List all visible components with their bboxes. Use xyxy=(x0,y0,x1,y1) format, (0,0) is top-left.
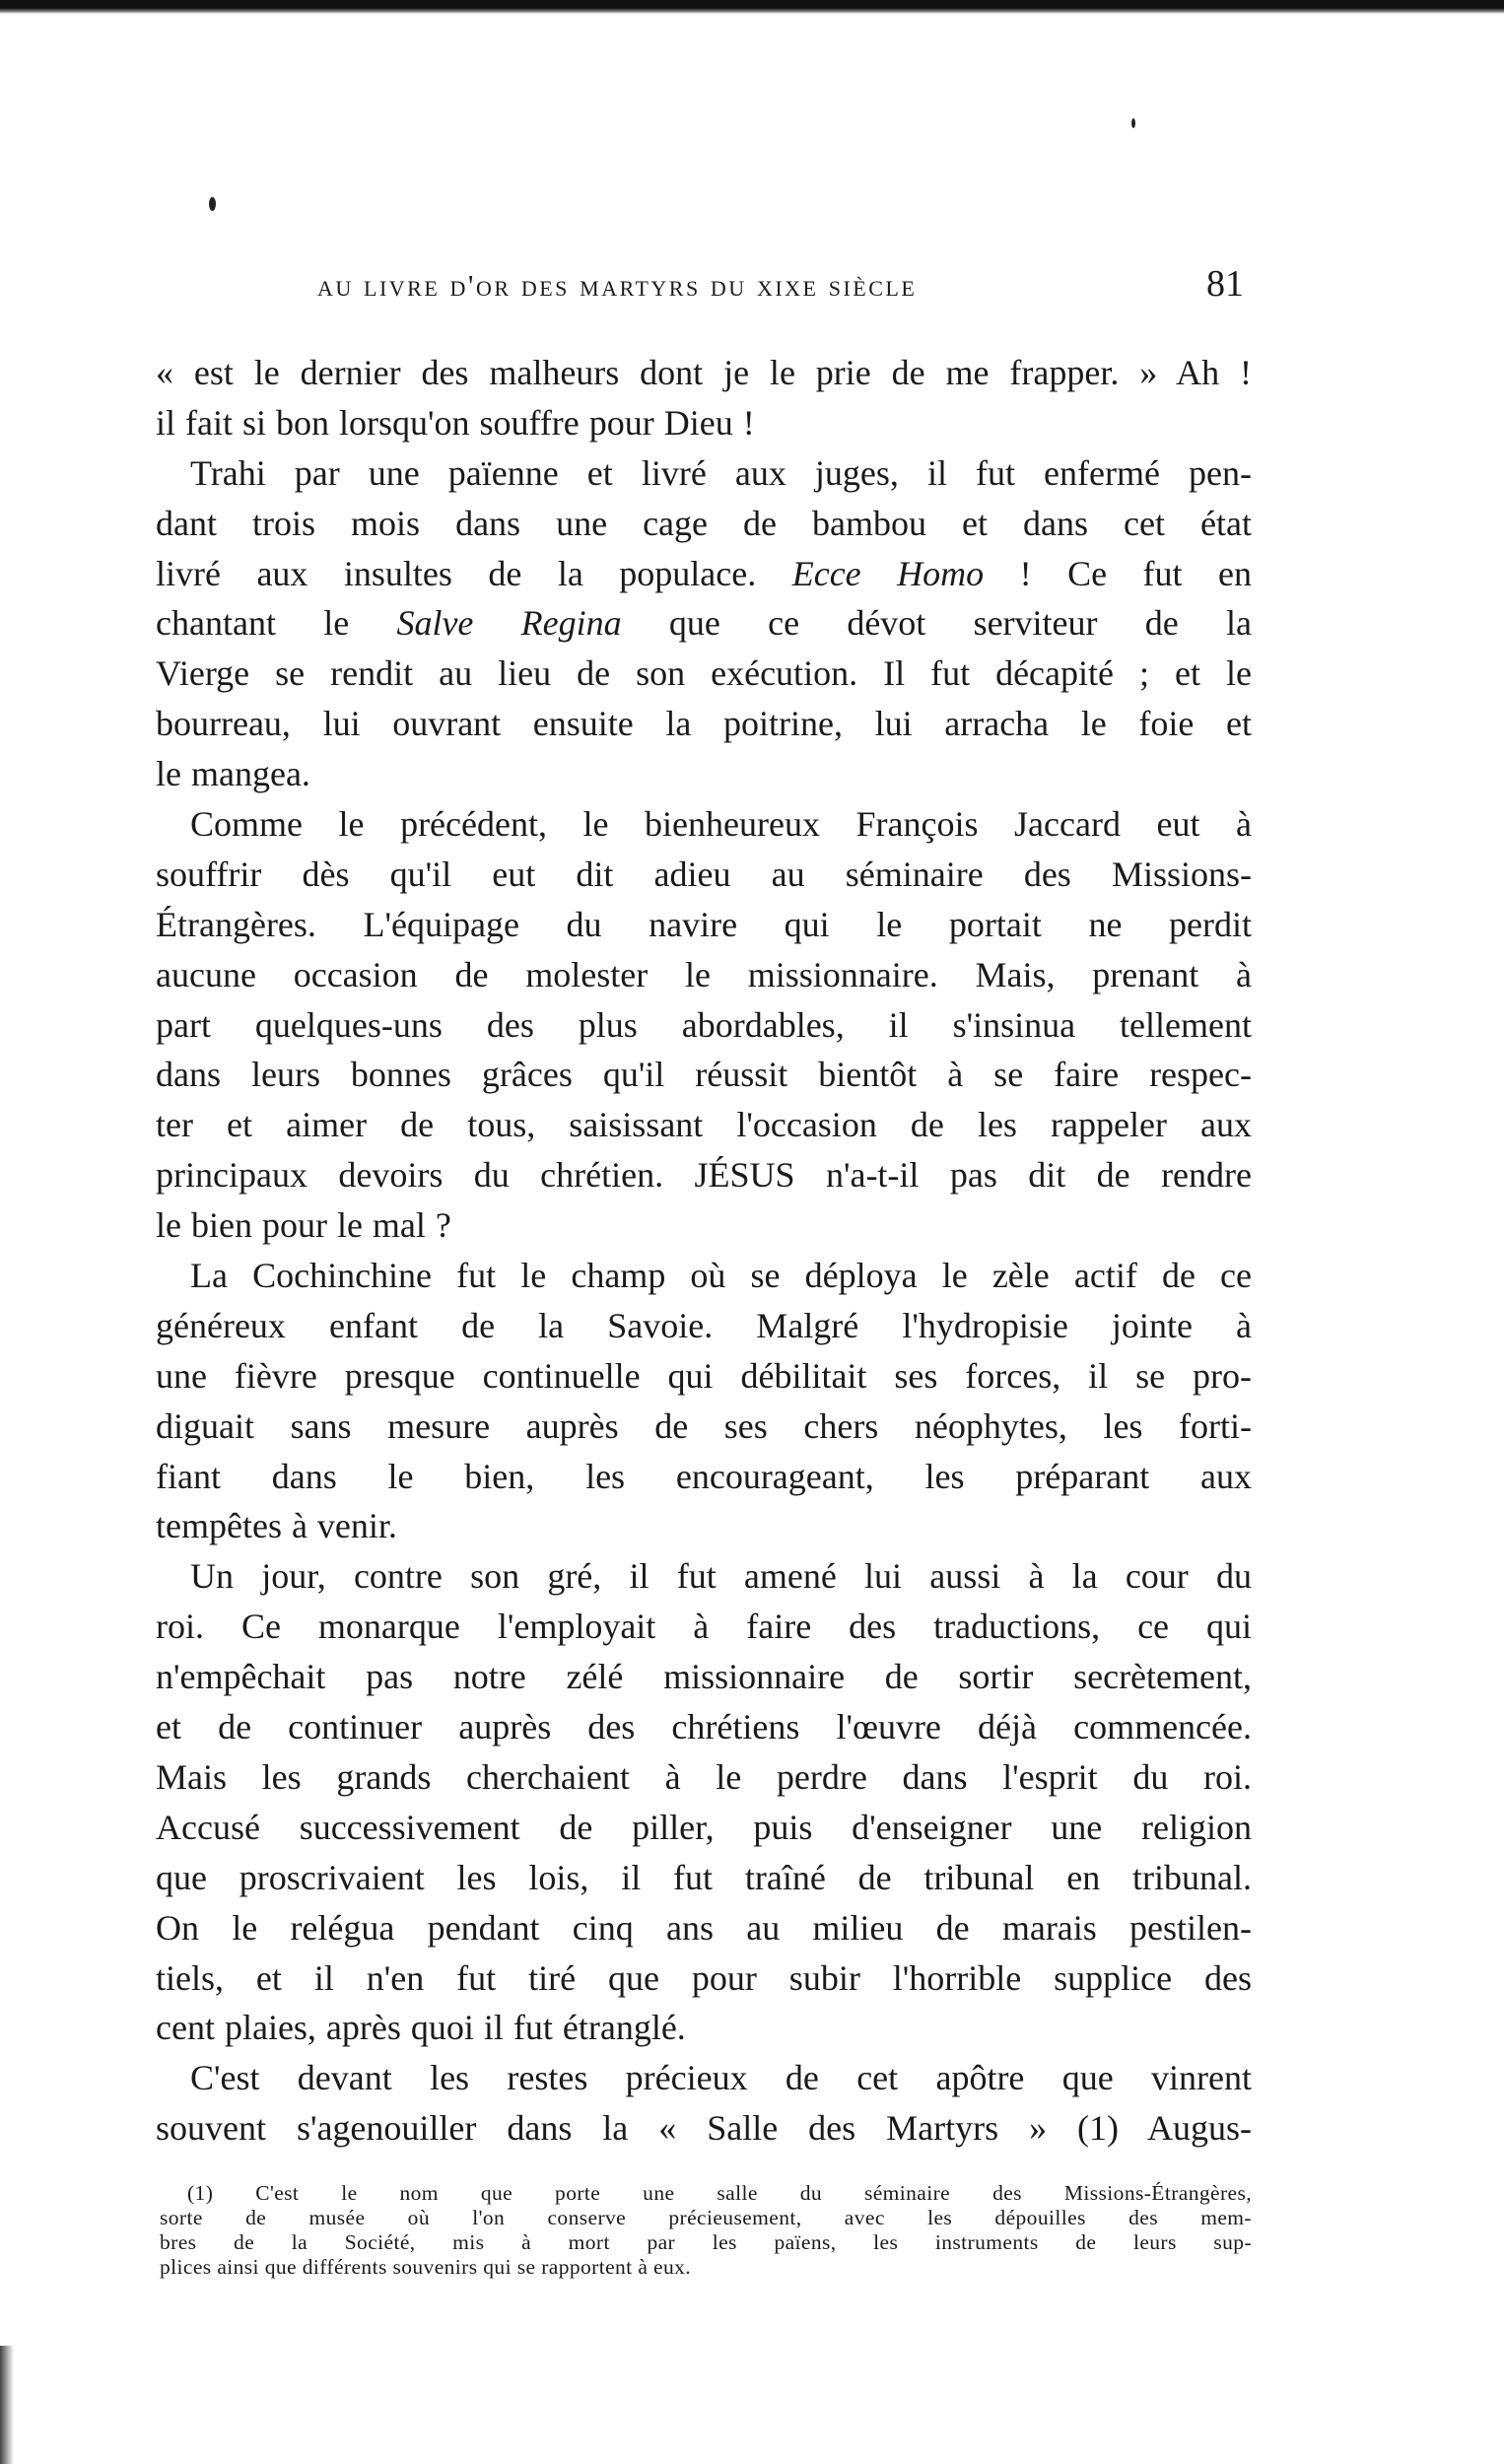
text-line: bourreau, lui ouvrant ensuite la poitrine, lui arracha le foie et xyxy=(156,704,1252,744)
text-line: Étrangères. L'équipage du navire qui le portait ne perdit xyxy=(156,904,1252,944)
text-line: part quelques-uns des plus abordables, il s'insinua tellement xyxy=(156,1004,1252,1045)
text-line: le bien pour le mal ? xyxy=(156,1205,451,1246)
text-line: généreux enfant de la Savoie. Malgré l'hydropisie jointe à xyxy=(156,1305,1252,1345)
body-text xyxy=(156,348,1252,2154)
text-line: C'est devant les restes précieux de cet apôtre que vinrent xyxy=(190,2058,1252,2098)
footnote-line: (1) C'est le nom que porte une salle du séminaire des Missions-Étrangères, xyxy=(187,2181,1252,2205)
text-line: tempêtes à venir. xyxy=(156,1506,397,1546)
text-line: roi. Ce monarque l'employait à faire des traductions, ce qui xyxy=(156,1607,1252,1647)
text-line: Trahi par une païenne et livré aux juges, il fut enfermé pen- xyxy=(190,452,1252,493)
text-line: diguait sans mesure auprès de ses chers néophytes, les forti- xyxy=(156,1405,1252,1446)
text-line: fiant dans le bien, les encourageant, les préparant aux xyxy=(156,1456,1252,1496)
text-line: livré aux insultes de la populace. Ecce Homo ! Ce fut en xyxy=(156,553,1253,593)
text-line: que proscrivaient les lois, il fut traîné de tribunal en tribunal. xyxy=(156,1857,1252,1897)
text-line: Mais les grands cherchaient à le perdre dans l'esprit du roi. xyxy=(156,1756,1252,1797)
text-line: Vierge se rendit au lieu de son exécution. Il fut décapité ; et le xyxy=(156,653,1252,694)
scan-top-edge xyxy=(0,0,1504,14)
scan-left-edge xyxy=(0,2346,14,2464)
scan-speck xyxy=(1131,118,1135,128)
page-header xyxy=(317,262,1244,306)
text-line: Accusé successivement de piller, puis d'enseigner une religion xyxy=(156,1807,1252,1847)
italic-phrase: Salve Regina xyxy=(396,603,622,644)
scan-speck xyxy=(209,197,216,211)
footnote-line: sorte de musée où l'on conserve précieusement, avec les dépouilles des mem- xyxy=(160,2206,1252,2229)
text-line: il fait si bon lorsqu'on souffre pour Dieu ! xyxy=(156,402,755,443)
text-line: le mangea. xyxy=(156,754,310,794)
text-line: une fièvre presque continuelle qui débilitait ses forces, il se pro- xyxy=(156,1355,1252,1396)
text-line: souffrir dès qu'il eut dit adieu au séminaire des Missions- xyxy=(156,854,1252,894)
text-line: principaux devoirs du chrétien. JÉSUS n'a-t-il pas dit de rendre xyxy=(156,1155,1252,1196)
text-line: « est le dernier des malheurs dont je le prie de me frapper. » Ah ! xyxy=(156,353,1252,392)
text-line: Comme le précédent, le bienheureux François Jaccard eut à xyxy=(190,804,1252,845)
footnotes xyxy=(160,2181,1252,2280)
text-line: aucune occasion de molester le missionnaire. Mais, prenant à xyxy=(156,954,1252,994)
italic-phrase: Ecce Homo xyxy=(791,553,985,593)
text-line: Un jour, contre son gré, il fut amené lui aussi à la cour du xyxy=(190,1556,1252,1597)
text-line: tiels, et il n'en fut tiré que pour subir l'horrible supplice des xyxy=(156,1957,1252,1998)
text-line: dans leurs bonnes grâces qu'il réussit bientôt à se faire respec- xyxy=(156,1055,1252,1095)
text-line: La Cochinchine fut le champ où se déploya le zèle actif de ce xyxy=(190,1256,1252,1296)
running-title: au livre d'or des martyrs du xixe siècle xyxy=(317,268,918,303)
text-line: On le relégua pendant cinq ans au milieu de marais pestilen- xyxy=(156,1907,1252,1948)
text-line: dant trois mois dans une cage de bambou et dans cet état xyxy=(156,503,1252,543)
text-line: n'empêchait pas notre zélé missionnaire de sortir secrètement, xyxy=(156,1657,1252,1697)
page-number: 81 xyxy=(1206,263,1244,305)
text-line: souvent s'agenouiller dans la « Salle des Martyrs » (1) Augus- xyxy=(156,2108,1252,2149)
text-line: ter et aimer de tous, saisissant l'occasion de les rappeler aux xyxy=(156,1105,1252,1145)
footnote-line: plices ainsi que différents souvenirs qui se rapportent à eux. xyxy=(160,2255,692,2279)
text-line: et de continuer auprès des chrétiens l'œuvre déjà commencée. xyxy=(156,1707,1252,1747)
footnote-line: bres de la Société, mis à mort par les païens, les instruments de leurs sup- xyxy=(160,2230,1252,2254)
text-line: chantant le Salve Regina que ce dévot serviteur de la xyxy=(156,603,1252,644)
text-line: cent plaies, après quoi il fut étranglé. xyxy=(156,2008,686,2048)
